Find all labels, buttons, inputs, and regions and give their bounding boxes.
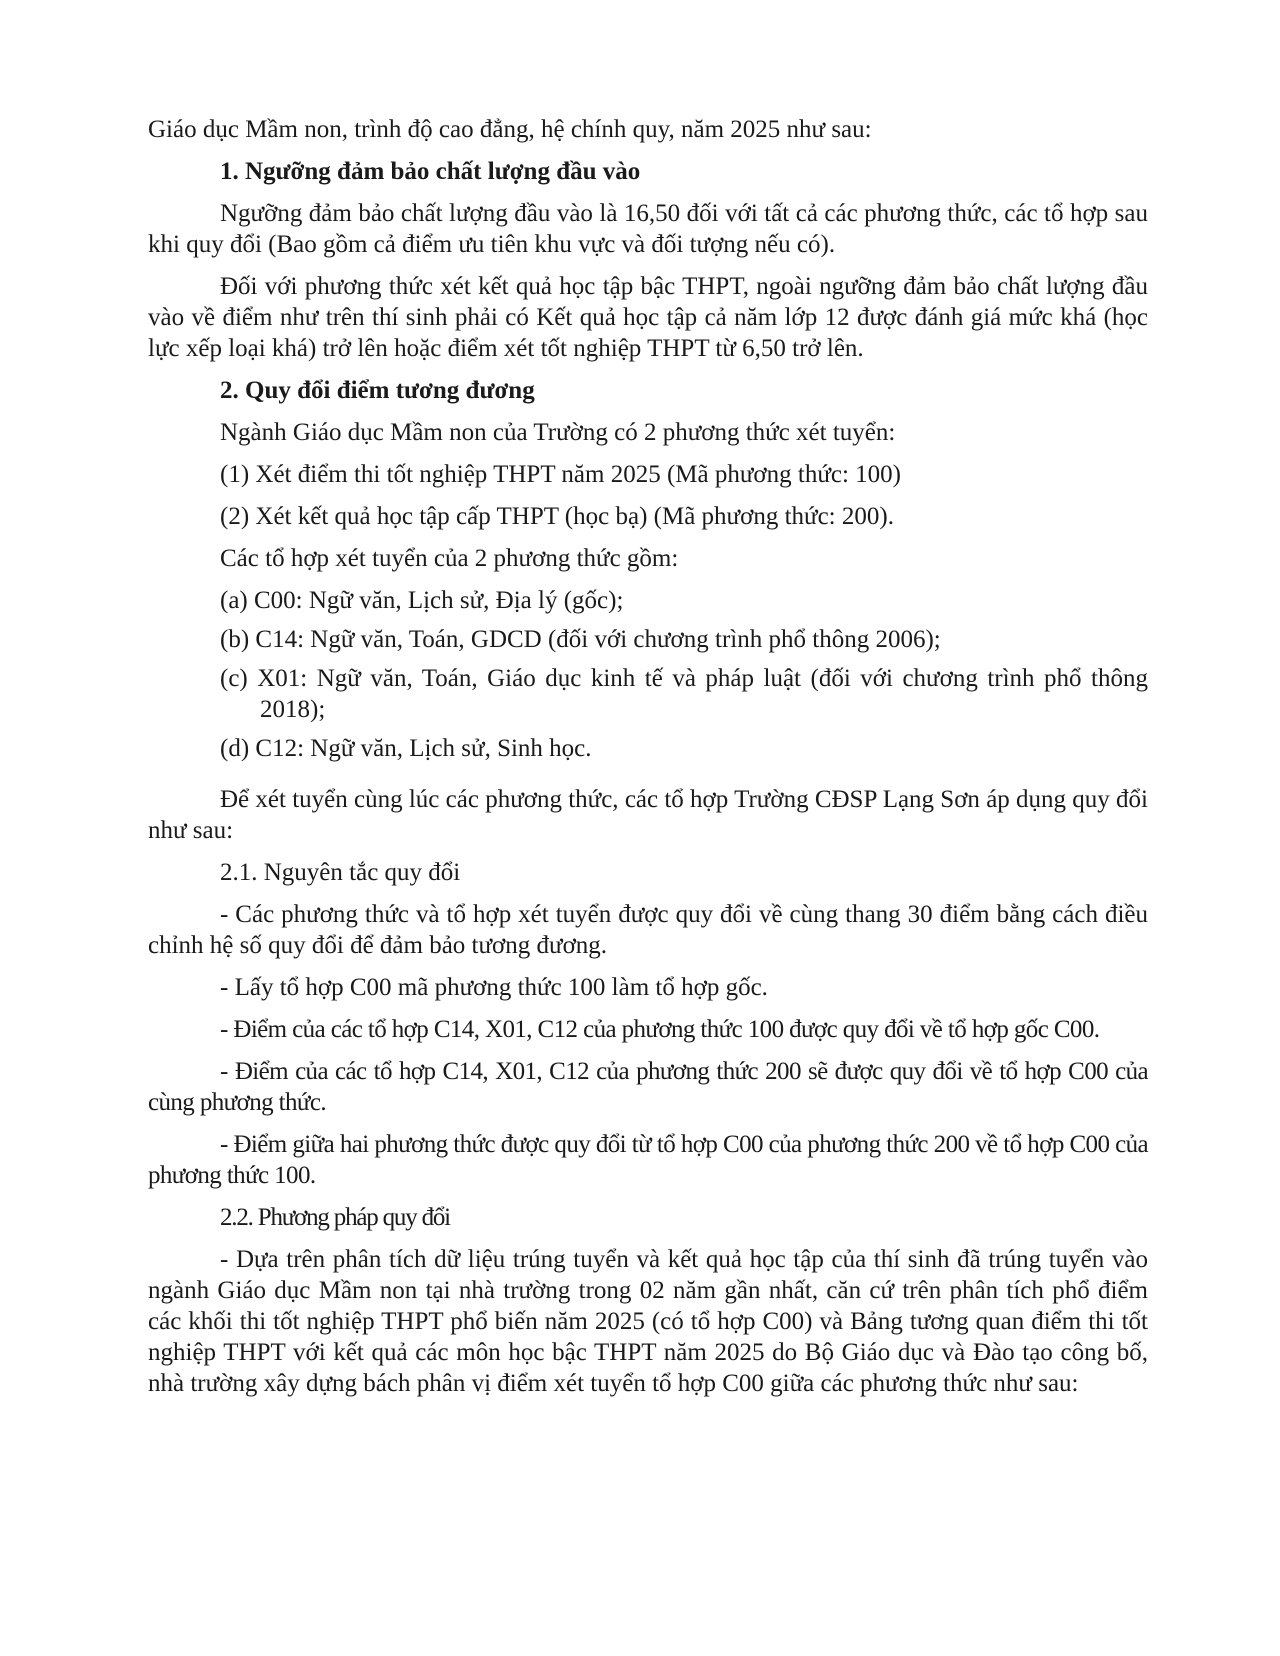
method-item-2: (2) Xét kết quả học tập cấp THPT (học bạ) (Mã phương thức: 200). [220,503,894,530]
principle-bullet-4: - Điểm của các tổ hợp C14, X01, C12 của phương thức 200 sẽ được quy đổi về tổ hợp C00 của cùng phương thức. [148,1058,1148,1116]
combos-intro: Các tổ hợp xét tuyển của 2 phương thức gồm: [220,545,679,572]
principle-bullet-2: - Lấy tổ hợp C00 mã phương thức 100 làm tổ hợp gốc. [220,974,768,1001]
intro-line: Giáo dục Mầm non, trình độ cao đẳng, hệ chính quy, năm 2025 như sau: [148,116,872,143]
combo-item-b: (b) C14: Ngữ văn, Toán, GDCD (đối với chương trình phổ thông 2006); [220,626,941,653]
method-paragraph: - Dựa trên phân tích dữ liệu trúng tuyển và kết quả học tập của thí sinh đã trúng tuyển vào ngành Giáo dục Mầm non tại nhà trường trong 02 năm gần nhất, căn cứ trên phân tích phổ điểm các khối thi tốt nghiệp THPT phổ biến năm 2025 (có tổ hợp C00) và Bảng tương quan điểm thi tốt nghiệp THPT với kết quả các môn học bậc THPT năm 2025 do Bộ Giáo dục và Đào tạo công bố, nhà trường xây dựng bách phân vị điểm xét tuyển tổ hợp C00 giữa các phương thức như sau: [148,1246,1148,1397]
section-2-heading: 2. Quy đổi điểm tương đương [220,377,535,404]
method-item-1: (1) Xét điểm thi tốt nghiệp THPT năm 2025 (Mã phương thức: 100) [220,461,901,488]
principle-bullet-5: - Điểm giữa hai phương thức được quy đổi từ tổ hợp C00 của phương thức 200 về tổ hợp C00 của phương thức 100. [148,1131,1148,1189]
section-1-paragraph-1: Ngưỡng đảm bảo chất lượng đầu vào là 16,50 đối với tất cả các phương thức, các tổ hợp sau khi quy đổi (Bao gồm cả điểm ưu tiên khu vực và đối tượng nếu có). [148,200,1148,258]
combo-item-d: (d) C12: Ngữ văn, Lịch sử, Sinh học. [220,735,592,762]
principle-bullet-3: - Điểm của các tổ hợp C14, X01, C12 của phương thức 100 được quy đổi về tổ hợp gốc C00. [220,1016,1100,1043]
section-1-heading: 1. Ngưỡng đảm bảo chất lượng đầu vào [220,158,641,185]
subsection-2-1-heading: 2.1. Nguyên tắc quy đổi [220,859,461,886]
document-page [148,114,1148,1399]
combo-item-c: (c) X01: Ngữ văn, Toán, Giáo dục kinh tế và pháp luật (đối với chương trình phổ thông 2018); [220,665,1148,723]
combo-item-a: (a) C00: Ngữ văn, Lịch sử, Địa lý (gốc); [220,587,624,614]
section-1-paragraph-2: Đối với phương thức xét kết quả học tập bậc THPT, ngoài ngưỡng đảm bảo chất lượng đầu vào về điểm như trên thí sinh phải có Kết quả học tập cả năm lớp 12 được đánh giá mức khá (học lực xếp loại khá) trở lên hoặc điểm xét tốt nghiệp THPT từ 6,50 trở lên. [148,273,1148,362]
apply-paragraph: Để xét tuyển cùng lúc các phương thức, các tổ hợp Trường CĐSP Lạng Sơn áp dụng quy đổi như sau: [148,786,1148,844]
subsection-2-2-heading: 2.2. Phương pháp quy đổi [220,1204,450,1231]
methods-intro: Ngành Giáo dục Mầm non của Trường có 2 phương thức xét tuyển: [220,419,896,446]
principle-bullet-1: - Các phương thức và tổ hợp xét tuyển được quy đổi về cùng thang 30 điểm bằng cách điều chỉnh hệ số quy đổi để đảm bảo tương đương. [148,901,1148,959]
